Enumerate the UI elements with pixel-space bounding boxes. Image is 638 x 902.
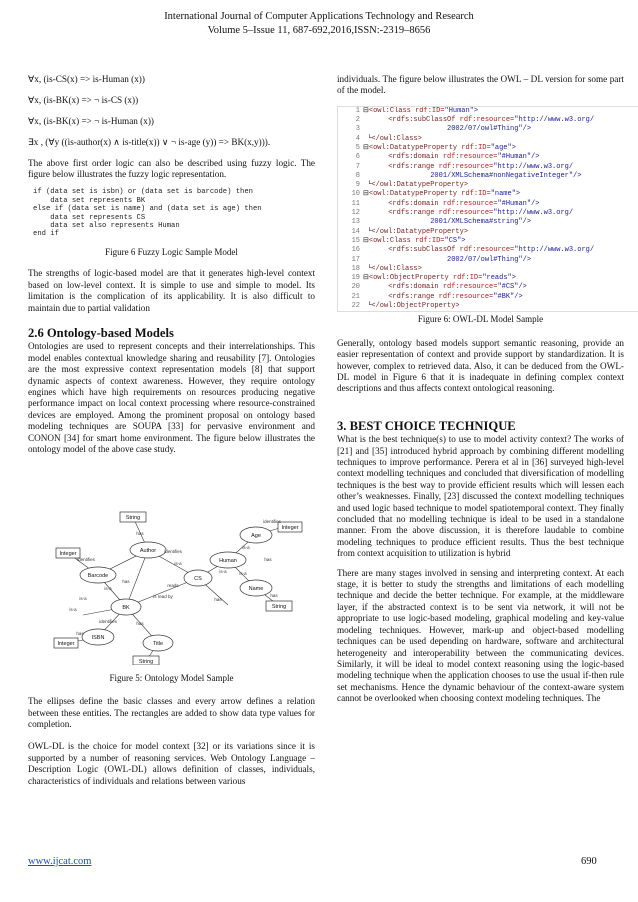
svg-text:identifies: identifies [164, 549, 182, 555]
svg-text:identifies: identifies [263, 519, 281, 525]
svg-text:Author: Author [139, 548, 157, 555]
svg-text:is-a: is-a [239, 571, 247, 577]
page-number: 690 [581, 856, 597, 867]
svg-text:is read by: is read by [153, 594, 173, 600]
svg-text:identifies: identifies [99, 619, 117, 625]
owl-dl-code [337, 106, 638, 313]
code-line: 5 ⊟<owl:DatatypeProperty rdf:ID="age"> [355, 144, 516, 152]
svg-text:String: String [125, 515, 141, 522]
svg-text:String: String [271, 604, 287, 611]
figure-caption: Figure 6: OWL-DL Model Sample [417, 314, 544, 325]
code-line: 16 <rdfs:subClassOf rdf:resource="http://www.w3.org/ [351, 246, 595, 255]
code-line: 18 └</owl:Class> [351, 264, 422, 273]
svg-text:Integer: Integer [281, 525, 299, 532]
paragraph: Ontologies are used to represent concepts and their interrelationships. This model enables contextual knowledge sharing and reusability [7]. Ontologies are the most expressive context representation models [8] that support dynamic aspects of context awareness. However, they require ontology engines which have high requirements on resources producing negative performance impact on local context processing where resource-constrained devices are employed. Among the prominent proposal on ontology based modeling techniques are SOUPA [33] for pervasive environment and CONON [34] for smart home environment. The figure below illustrates the ontology model of the above case study. [28, 341, 315, 454]
paragraph: Generally, ontology based models support semantic reasoning, provide an easier representation of context and provide support by standardization. It is however, complex to retrieved data. Also, it can be deduced from the OWL-DL model in Figure 6 that it is inadequate in defining complex context descriptions and thus affects context ontological reasoning. [337, 337, 624, 394]
svg-text:Title: Title [152, 641, 164, 648]
code-line: 11 <rdfs:domain rdf:resource="#Human"/> [351, 199, 540, 208]
svg-text:is-a: is-a [174, 561, 182, 567]
svg-text:ISBN: ISBN [91, 635, 105, 642]
svg-text:reads: reads [167, 583, 179, 589]
code-line: 6 <rdfs:domain rdf:resource="#Human"/> [355, 153, 540, 162]
svg-text:has: has [76, 631, 84, 637]
right-column [337, 74, 624, 705]
section-heading: 2.6 Ontology-based Models [28, 325, 174, 340]
svg-text:String: String [138, 659, 154, 666]
figure-caption: Figure 5: Ontology Model Sample [109, 672, 234, 683]
svg-text:Age: Age [251, 533, 261, 540]
code-line: 20 <rdfs:domain rdf:resource="#CS"/> [351, 283, 527, 292]
code-line: 13 2001/XMLSchema#string"/> [351, 218, 532, 227]
svg-text:has: has [136, 621, 144, 627]
paragraph: What is the best technique(s) to use to model activity context? The works of [21] and [35] introduced hybrid approach by combining different modelling techniques to improve performance. Perera et al in [36] surveyed high-level context modelling techniques and concluded that diversification of modelling techniques is the best way to provide efficient results which will lessen each other’s weaknesses. Finally, [23] discussed the context modelling techniques and used logic based technique to model spatiotemporal context. They finally concluded that no modelling technique is ideal to be used in a standalone manner. From the above discussion, it is therefore laudable to combine modeling techniques to produce efficient results. Thus the best technique from context acquisition to utilization is hybrid [337, 434, 624, 559]
svg-text:is-a: is-a [69, 607, 77, 613]
code-line: 21 <rdfs:range rdf:resource="#BK"/> [351, 292, 523, 301]
svg-text:Integer: Integer [59, 551, 77, 558]
paragraph: The above first order logic can also be described using fuzzy logic. The figure below illustrates the fuzzy logic representation. [28, 157, 315, 180]
logic-formula: ∀x, (is-CS(x) => is-Human (x)) [28, 74, 145, 84]
svg-text:CS: CS [194, 576, 202, 583]
paragraph: OWL-DL is the choice for model context [32] or its variations since it is supported by a number of reasoning services. Web Ontology Language – Description Logic (OWL-DL) allows definition of classes, individuals, characteristics of individuals and relations between various [28, 741, 315, 786]
svg-text:has: has [136, 531, 144, 537]
svg-text:is-a: is-a [104, 586, 112, 592]
figure-caption: Figure 6 Fuzzy Logic Sample Model [105, 246, 238, 257]
code-line: 4 └</owl:Class> [355, 134, 422, 143]
code-line: 14 └</owl:DatatypeProperty> [351, 227, 469, 236]
paragraph: individuals. The figure below illustrates the OWL – DL version for some part of the model. [337, 74, 624, 96]
code-line: 22 └</owl:ObjectProperty> [351, 302, 460, 311]
svg-text:has: has [122, 579, 130, 585]
ontology-diagram [28, 465, 315, 665]
code-line: 3 2002/07/owl#Thing"/> [355, 125, 532, 134]
code-line: 9 └</owl:DatatypeProperty> [355, 181, 469, 190]
svg-text:Name: Name [248, 586, 264, 593]
svg-text:Human: Human [219, 558, 237, 565]
svg-text:has: has [214, 597, 222, 603]
section-heading: 3. BEST CHOICE TECHNIQUE [337, 418, 516, 433]
svg-text:BK: BK [122, 605, 130, 612]
code-line: 17 2002/07/owl#Thing"/> [351, 255, 532, 264]
svg-text:is-a: is-a [219, 569, 227, 575]
code-line: 7 <rdfs:range rdf:resource="http://www.w3.org/ [355, 162, 574, 171]
left-column [28, 74, 315, 787]
journal-url-link[interactable]: www.ijcat.com [28, 856, 92, 867]
logic-formula: ∀x, (is-BK(x) => ¬ is-CS (x)) [28, 94, 139, 105]
fuzzy-logic-code: if (data set is isbn) or (data set is barcode) then data set represents BK else if (data set is name) and (data set is age) then data set represents CS data set also represents Human end if [33, 188, 262, 239]
logic-formula: ∃x , (∀y ((is-author(x) ∧ is-title(x)) ∨ ¬ is-age (y)) => BK(x,y))). [28, 136, 271, 147]
svg-text:Barcode: Barcode [87, 573, 109, 580]
code-line: 10 ⊟<owl:DatatypeProperty rdf:ID="name"> [351, 190, 521, 199]
logic-formula: ∀x, (is-BK(x) => ¬ is-Human (x)) [28, 115, 154, 126]
svg-text:Integer: Integer [57, 641, 75, 648]
code-line: 8 2001/XMLSchema#nonNegativeInteger"/> [355, 171, 582, 180]
journal-volume: Volume 5–Issue 11, 687-692,2016,ISSN:-2319–8656 [207, 25, 431, 36]
paragraph: The strengths of logic-based model are that it generates high-level context based on low-level context. It is simple to use and simple to model. Its limitation is the complication of its applicability. It is also difficult to maintain due to partial validation [28, 268, 315, 313]
code-line: 12 <rdfs:range rdf:resource="http://www.w3.org/ [351, 209, 574, 218]
svg-text:identifies: identifies [77, 557, 95, 563]
code-line: 2 <rdfs:subClassOf rdf:resource="http://www.w3.org/ [355, 116, 595, 125]
svg-text:has: has [270, 593, 278, 599]
svg-text:is-a: is-a [79, 596, 87, 602]
paragraph: The ellipses define the basic classes and every arrow defines a relation between these entities. The rectangles are added to show data type values for completion. [28, 696, 315, 729]
journal-title: International Journal of Computer Applications Technology and Research [164, 11, 474, 22]
paragraph: There are many stages involved in sensing and interpreting context. At each stage, it is better to study the strengths and limitations of each modelling technique and decide the better technique. For example, at the middleware layer, if the abstracted context is to be sent via network, it will not be appropriate to use logic-based modeling, graphical modeling and key-value modeling techniques. However, mark-up and object-based modelling techniques can be used depending on hardware, software and architectural heterogeneity and interoperability between the communicating devices. Similarly, it will be ideal to model context reasoning using the logic-based modeling technique when the application chooses to use the usual if-then rule set mechanisms. Hence the dynamic behaviour of the context-aware system cannot be overlooked when choosing context modeling techniques. The [337, 567, 624, 704]
code-line: 1 ⊟<owl:Class rdf:ID="Human"> [355, 106, 479, 115]
code-line: 15 ⊟<owl:Class rdf:ID="CS"> [351, 236, 466, 245]
svg-text:has: has [264, 557, 272, 563]
code-line: 19 ⊟<owl:ObjectProperty rdf:ID="reads"> [351, 274, 516, 283]
svg-text:is-a: is-a [242, 545, 250, 551]
